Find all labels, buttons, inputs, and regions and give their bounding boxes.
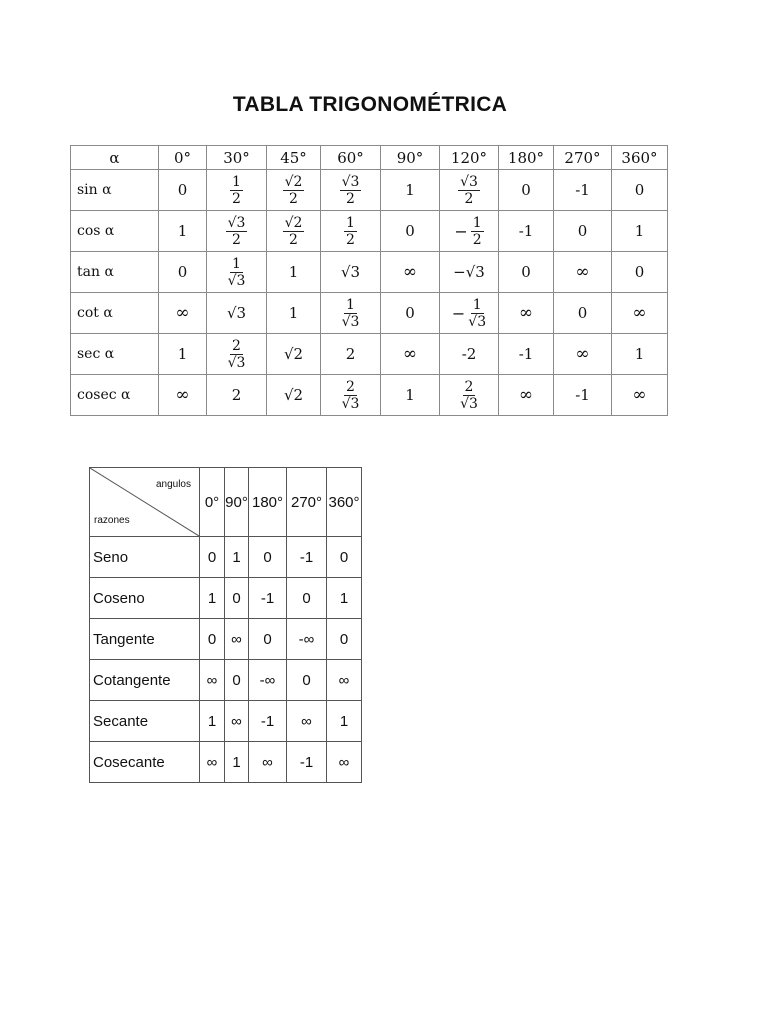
value-cell: [159, 170, 207, 211]
cell-value: ∞: [518, 303, 534, 323]
value-cell: 1: [225, 537, 249, 578]
value-cell: [381, 211, 440, 252]
cell-value: 2: [345, 345, 356, 363]
denominator: 2: [346, 190, 355, 207]
angles-caption: angulos: [155, 479, 191, 490]
value-cell: [554, 334, 612, 375]
denominator: 2: [289, 231, 298, 248]
cell-value: 0: [177, 181, 188, 199]
cell-value: 0: [521, 181, 531, 199]
value-cell: [440, 375, 499, 416]
value-cell: [612, 170, 668, 211]
value-cell: [321, 334, 381, 375]
numerator: 1: [232, 173, 241, 190]
function-label: cot α: [71, 293, 159, 334]
fraction: [228, 339, 246, 370]
table-row: [90, 619, 362, 660]
numerator: 2: [464, 378, 474, 395]
cell-value: 0: [405, 222, 415, 240]
value-cell: [440, 211, 499, 252]
value-cell: [159, 252, 207, 293]
cell-value: 1: [634, 345, 645, 363]
value-cell: [159, 293, 207, 334]
value-cell: ∞: [225, 701, 249, 742]
fraction: [283, 216, 305, 247]
value-cell: [612, 293, 668, 334]
ratios-caption: razones: [94, 515, 130, 526]
diagonal-header: [90, 468, 199, 536]
fraction: [230, 175, 243, 206]
cell-value: 0: [521, 263, 531, 281]
table-row: [71, 211, 668, 252]
minus-sign: −: [451, 303, 466, 323]
value-cell: 0: [287, 578, 327, 619]
fraction: [226, 216, 248, 247]
numerator: 1: [346, 296, 355, 313]
value-cell: [499, 170, 554, 211]
value-cell: ∞: [327, 660, 362, 701]
angle-header: 270°: [554, 146, 612, 170]
angle-header: 270°: [287, 468, 327, 537]
value-cell: [554, 211, 612, 252]
value-cell: [612, 334, 668, 375]
cell-value: √2: [283, 345, 304, 363]
denominator: 2: [346, 231, 355, 248]
header-row: [90, 468, 362, 537]
fraction: [228, 257, 246, 288]
value-cell: 1: [200, 701, 225, 742]
value-cell: ∞: [200, 660, 225, 701]
cell-value: 0: [577, 304, 588, 322]
cell-value: -1: [518, 345, 534, 363]
negative-fraction: [452, 298, 486, 329]
value-cell: 1: [200, 578, 225, 619]
value-cell: ∞: [327, 742, 362, 783]
cell-value: -2: [461, 345, 477, 363]
value-cell: [381, 293, 440, 334]
cell-value: 0: [177, 263, 188, 281]
angle-header: 360°: [612, 146, 668, 170]
table-row: [90, 537, 362, 578]
value-cell: 0: [200, 537, 225, 578]
value-cell: -1: [249, 701, 287, 742]
ratio-label: Tangente: [90, 619, 200, 660]
value-cell: [207, 293, 267, 334]
angle-header: 180°: [499, 146, 554, 170]
fraction: [283, 175, 305, 206]
value-cell: [321, 375, 381, 416]
value-cell: [440, 170, 499, 211]
value-cell: [499, 211, 554, 252]
function-label: sin α: [71, 170, 159, 211]
value-cell: [207, 252, 267, 293]
cell-value: √2: [283, 386, 304, 404]
trig-table-main: [70, 145, 668, 416]
angle-header: 30°: [207, 146, 267, 170]
cell-value: 1: [288, 263, 299, 281]
value-cell: 1: [327, 701, 362, 742]
ratio-label: Coseno: [90, 578, 200, 619]
value-cell: [440, 252, 499, 293]
angle-header: 45°: [267, 146, 321, 170]
angle-header: 60°: [321, 146, 381, 170]
value-cell: [554, 375, 612, 416]
value-cell: [207, 375, 267, 416]
value-cell: [267, 293, 321, 334]
value-cell: [381, 375, 440, 416]
denominator: 2: [289, 190, 298, 207]
value-cell: [381, 334, 440, 375]
numerator: √3: [227, 214, 246, 231]
value-cell: 0: [287, 660, 327, 701]
cell-value: ∞: [402, 344, 418, 364]
denominator: √3: [227, 272, 246, 289]
cell-value: −√3: [453, 263, 485, 281]
angle-header: 120°: [440, 146, 499, 170]
denominator: √3: [341, 395, 360, 412]
ratio-label: Seno: [90, 537, 200, 578]
ratio-label: Cosecante: [90, 742, 200, 783]
negative-fraction: [454, 216, 483, 247]
value-cell: 0: [200, 619, 225, 660]
value-cell: [499, 375, 554, 416]
value-cell: [267, 375, 321, 416]
angle-header: 90°: [381, 146, 440, 170]
numerator: 1: [232, 255, 241, 272]
cell-value: 2: [231, 386, 242, 404]
cell-value: ∞: [632, 303, 647, 323]
corner-cell: α: [71, 146, 159, 170]
value-cell: 0: [249, 619, 287, 660]
header-row: [71, 146, 668, 170]
value-cell: [321, 293, 381, 334]
minus-sign: −: [454, 221, 468, 241]
cell-value: 1: [634, 222, 645, 240]
denominator: 2: [464, 190, 474, 207]
value-cell: [321, 252, 381, 293]
cell-value: 0: [634, 263, 645, 281]
numerator: 1: [472, 296, 482, 313]
value-cell: -1: [287, 742, 327, 783]
value-cell: 0: [249, 537, 287, 578]
value-cell: [267, 211, 321, 252]
page-title: TABLA TRIGONOMÉTRICA: [232, 93, 508, 116]
value-cell: [499, 252, 554, 293]
fraction: [344, 216, 357, 247]
value-cell: [554, 170, 612, 211]
value-cell: [381, 170, 440, 211]
denominator: √3: [468, 313, 487, 330]
cell-value: 1: [405, 181, 415, 199]
angle-header: 360°: [327, 468, 362, 537]
value-cell: [267, 170, 321, 211]
value-cell: [612, 252, 668, 293]
cell-value: ∞: [575, 262, 590, 282]
table-row: [90, 742, 362, 783]
fraction: [340, 175, 362, 206]
value-cell: [554, 293, 612, 334]
cell-value: ∞: [575, 344, 590, 364]
value-cell: [207, 211, 267, 252]
function-label: cos α: [71, 211, 159, 252]
angle-header: 180°: [249, 468, 287, 537]
value-cell: -1: [287, 537, 327, 578]
value-cell: 0: [225, 660, 249, 701]
value-cell: [159, 334, 207, 375]
value-cell: [612, 211, 668, 252]
value-cell: -1: [249, 578, 287, 619]
value-cell: ∞: [287, 701, 327, 742]
value-cell: 0: [225, 578, 249, 619]
numerator: √2: [284, 214, 303, 231]
table-row: [90, 701, 362, 742]
value-cell: [381, 252, 440, 293]
table-row: [90, 660, 362, 701]
cell-value: 0: [634, 181, 645, 199]
fraction: [458, 175, 480, 206]
table-row: [90, 578, 362, 619]
ratio-label: Cotangente: [90, 660, 200, 701]
fraction: [468, 298, 486, 329]
fraction: [471, 216, 484, 247]
cell-value: ∞: [175, 385, 190, 405]
value-cell: 1: [225, 742, 249, 783]
value-cell: -∞: [287, 619, 327, 660]
cell-value: 1: [177, 345, 188, 363]
cell-value: 0: [405, 304, 415, 322]
fraction: [342, 380, 360, 411]
angle-header: 0°: [200, 468, 225, 537]
function-label: sec α: [71, 334, 159, 375]
cell-value: -1: [575, 181, 590, 199]
cell-value: ∞: [518, 385, 534, 405]
value-cell: [612, 375, 668, 416]
table-row: [71, 334, 668, 375]
function-label: cosec α: [71, 375, 159, 416]
cell-value: ∞: [632, 385, 647, 405]
value-cell: [159, 375, 207, 416]
corner-cell: [90, 468, 200, 537]
value-cell: 0: [327, 619, 362, 660]
numerator: √3: [341, 173, 360, 190]
value-cell: [499, 293, 554, 334]
table-row: [71, 170, 668, 211]
cell-value: 1: [177, 222, 188, 240]
numerator: √3: [460, 173, 478, 190]
denominator: √3: [227, 354, 246, 371]
cell-value: -1: [575, 386, 590, 404]
denominator: 2: [232, 190, 241, 207]
table-row: [71, 293, 668, 334]
value-cell: -∞: [249, 660, 287, 701]
value-cell: [499, 334, 554, 375]
cell-value: -1: [518, 222, 534, 240]
function-label: tan α: [71, 252, 159, 293]
ratio-label: Secante: [90, 701, 200, 742]
angle-header: 0°: [159, 146, 207, 170]
numerator: 2: [346, 378, 355, 395]
value-cell: [440, 334, 499, 375]
value-cell: [159, 211, 207, 252]
cell-value: 1: [405, 386, 415, 404]
numerator: 1: [346, 214, 355, 231]
value-cell: ∞: [249, 742, 287, 783]
fraction: [460, 380, 478, 411]
angle-header: 90°: [225, 468, 249, 537]
denominator: 2: [472, 231, 482, 248]
cell-value: √3: [226, 304, 247, 322]
denominator: 2: [232, 231, 241, 248]
value-cell: [321, 170, 381, 211]
trig-table-quadrantal: [89, 467, 362, 783]
value-cell: ∞: [200, 742, 225, 783]
denominator: √3: [341, 313, 360, 330]
value-cell: [267, 334, 321, 375]
denominator: √3: [460, 395, 478, 412]
value-cell: 1: [327, 578, 362, 619]
value-cell: [207, 170, 267, 211]
value-cell: [554, 252, 612, 293]
value-cell: 0: [327, 537, 362, 578]
table-row: [71, 375, 668, 416]
cell-value: 0: [577, 222, 588, 240]
value-cell: [267, 252, 321, 293]
numerator: √2: [284, 173, 303, 190]
numerator: 1: [472, 214, 482, 231]
value-cell: [321, 211, 381, 252]
value-cell: [207, 334, 267, 375]
cell-value: 1: [288, 304, 299, 322]
value-cell: ∞: [225, 619, 249, 660]
cell-value: √3: [340, 263, 361, 281]
numerator: 2: [232, 337, 241, 354]
table-row: [71, 252, 668, 293]
value-cell: [440, 293, 499, 334]
fraction: [342, 298, 360, 329]
cell-value: ∞: [175, 303, 190, 323]
cell-value: ∞: [402, 262, 418, 282]
